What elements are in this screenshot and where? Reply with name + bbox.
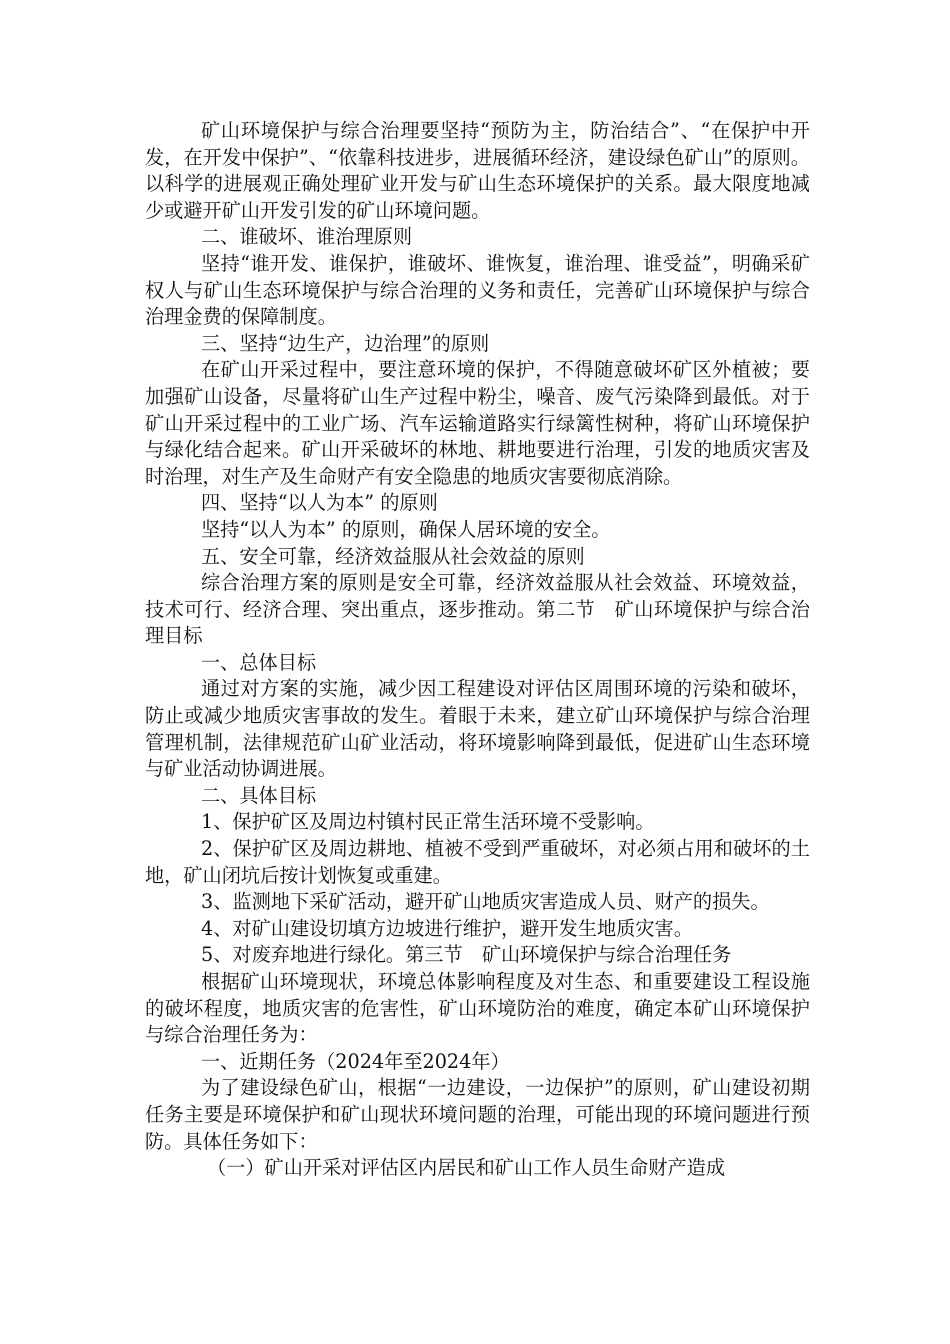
list-item-goal-2: 2、保护矿区及周边耕地、植被不受到严重破坏，对必须占用和破坏的土地，矿山闭坑后按计划恢复或重建。 <box>145 837 810 887</box>
heading-who-destroys-who-restores: 二、谁破坏、谁治理原则 <box>201 225 413 249</box>
list-item-goal-3: 3、监测地下采矿活动，避开矿山地质灾害造成人员、财产的损失。 <box>201 890 770 914</box>
heading-overall-goal: 一、总体目标 <box>201 650 317 674</box>
paragraph-short-term-tasks: 为了建设绿色矿山，根据“一边建设，一边保护”的原则，矿山建设初期任务主要是环境保护和矿山现状环境问题的治理，可能出现的环境问题进行预防。具体任务如下： <box>145 1076 810 1153</box>
paragraph-tasks-intro: 根据矿山环境现状，环境总体影响程度及对生态、和重要建设工程设施的破坏程度，地质灾害的危害性，矿山环境防治的难度，确定本矿山环境保护与综合治理任务为： <box>145 970 810 1047</box>
paragraph-principles-intro: 矿山环境保护与综合治理要坚持“预防为主，防治结合”、“在保护中开发，在开发中保护”、“依靠科技进步，进展循环经济，建设绿色矿山”的原则。以科学的进展观正确处理矿业开发与矿山生态环境保护的关系。最大限度地减少或避开矿山开发引发的矿山环境问题。 <box>145 119 810 222</box>
list-item-goal-4: 4、对矿山建设切填方边坡进行维护，避开发生地质灾害。 <box>201 916 693 940</box>
list-item-goal-5: 5、对废弃地进行绿化。第三节 矿山环境保护与综合治理任务 <box>201 943 732 967</box>
heading-specific-goals: 二、具体目标 <box>201 783 317 807</box>
paragraph-overall-goal: 通过对方案的实施，减少因工程建设对评估区周围环境的污染和破坏，防止或减少地质灾害事故的发生。着眼于未来，建立矿山环境保护与综合治理管理机制，法律规范矿山矿业活动，将环境影响降到最低，促进矿山生态环境与矿业活动协调进展。 <box>145 677 810 781</box>
heading-people-oriented: 四、坚持“以人为本” 的原则 <box>201 491 438 515</box>
heading-safety-reliability: 五、安全可靠，经济效益服从社会效益的原则 <box>201 544 585 568</box>
document-body <box>145 118 810 1182</box>
paragraph-produce-while-treating: 在矿山开采过程中，要注意环境的保护，不得随意破坏矿区外植被；要加强矿山设备，尽量将矿山生产过程中粉尘，噪音、废气污染降到最低。对于矿山开采过程中的工业广场、汽车运输道路实行绿篱性树种，将矿山环境保护与绿化结合起来。矿山开采破坏的林地、耕地要进行治理，引发的地质灾害及时治理，对生产及生命财产有安全隐患的地质灾害要彻底消除。 <box>145 358 810 488</box>
paragraph-safety-reliability: 综合治理方案的原则是安全可靠，经济效益服从社会效益、环境效益，技术可行、经济合理、突出重点，逐步推动。第二节 矿山环境保护与综合治理目标 <box>145 571 810 648</box>
heading-short-term-tasks: 一、近期任务（2024年至2024年） <box>201 1049 510 1073</box>
list-item-goal-1: 1、保护矿区及周边村镇村民正常生活环境不受影响。 <box>201 810 655 834</box>
heading-produce-while-treating: 三、坚持“边生产，边治理”的原则 <box>201 331 490 355</box>
paragraph-people-oriented: 坚持“以人为本” 的原则，确保人居环境的安全。 <box>201 517 611 541</box>
list-item-task-1: （一）矿山开采对评估区内居民和矿山工作人员生命财产造成 <box>207 1156 726 1180</box>
paragraph-who-destroys-who-restores: 坚持“谁开发、谁保护，谁破坏、谁恢复，谁治理、谁受益”，明确采矿权人与矿山生态环境保护与综合治理的义务和责任，完善矿山环境保护与综合治理金费的保障制度。 <box>145 251 810 329</box>
